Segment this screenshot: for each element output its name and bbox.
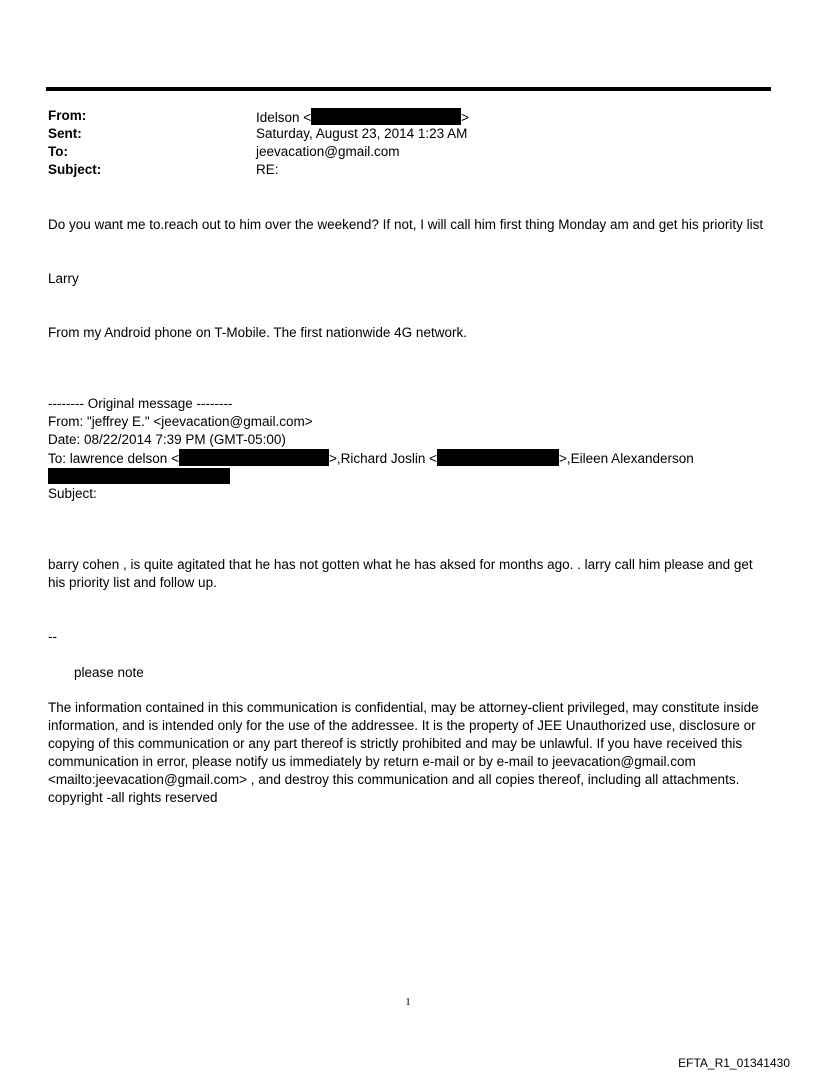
original-subject: Subject: xyxy=(48,486,97,501)
from-name: Idelson < xyxy=(256,110,312,125)
document-id: EFTA_R1_01341430 xyxy=(678,1056,790,1070)
original-from: From: "jeffrey E." <jeevacation@gmail.com> xyxy=(48,414,313,429)
to-mid: >,Richard Joslin < xyxy=(328,451,438,466)
to-prefix: To: lawrence delson < xyxy=(48,451,179,466)
original-date: Date: 08/22/2014 7:39 PM (GMT-05:00) xyxy=(48,432,286,447)
redaction-box xyxy=(311,108,461,125)
redaction-box xyxy=(48,468,230,484)
redaction-box xyxy=(179,449,329,466)
original-message: barry cohen , is quite agitated that he has not gotten what he has aksed for months ago. . larry call him please and get his priority list and follow up. xyxy=(48,557,753,590)
signature-dashes: -- xyxy=(48,629,57,644)
original-to xyxy=(48,449,768,468)
please-note: please note xyxy=(74,665,144,680)
body-paragraph: Do you want me to.reach out to him over the weekend? If not, I will call him first thing Monday am and get his priority list xyxy=(48,217,764,232)
mobile-note: From my Android phone on T-Mobile. The first nationwide 4G network. xyxy=(48,325,467,340)
redaction-box xyxy=(437,449,559,466)
disclaimer: The information contained in this communication is confidential, may be attorney-client privileged, may constitute inside information, and is intended only for the use of the addressee. It is the property of JEE Unauthorized use, disclosure or copying of this communication or any part thereof is strictly prohibited and may be unlawful. If you have received this communication in error, please notify us immediately by return e-mail or by e-mail to jeevacation@gmail.com <mailto:jeevacation@gmail.com> , and destroy this communication and all copies thereof, including all attachments. copyright -all rights reserved xyxy=(48,700,759,805)
from-close: > xyxy=(461,110,470,125)
original-divider: -------- Original message -------- xyxy=(48,396,233,411)
from-value xyxy=(256,108,469,125)
to-value: jeevacation@gmail.com xyxy=(256,144,400,159)
signature: Larry xyxy=(48,271,79,286)
subject-label: Subject: xyxy=(48,162,102,177)
header-rule xyxy=(46,87,771,91)
sent-value: Saturday, August 23, 2014 1:23 AM xyxy=(256,126,468,141)
to-suffix: >,Eileen Alexanderson xyxy=(559,451,694,466)
subject-value: RE: xyxy=(256,162,279,177)
sent-label: Sent: xyxy=(48,126,82,141)
to-label: To: xyxy=(48,144,68,159)
from-label: From: xyxy=(48,108,87,123)
page-number: 1 xyxy=(405,996,411,1008)
